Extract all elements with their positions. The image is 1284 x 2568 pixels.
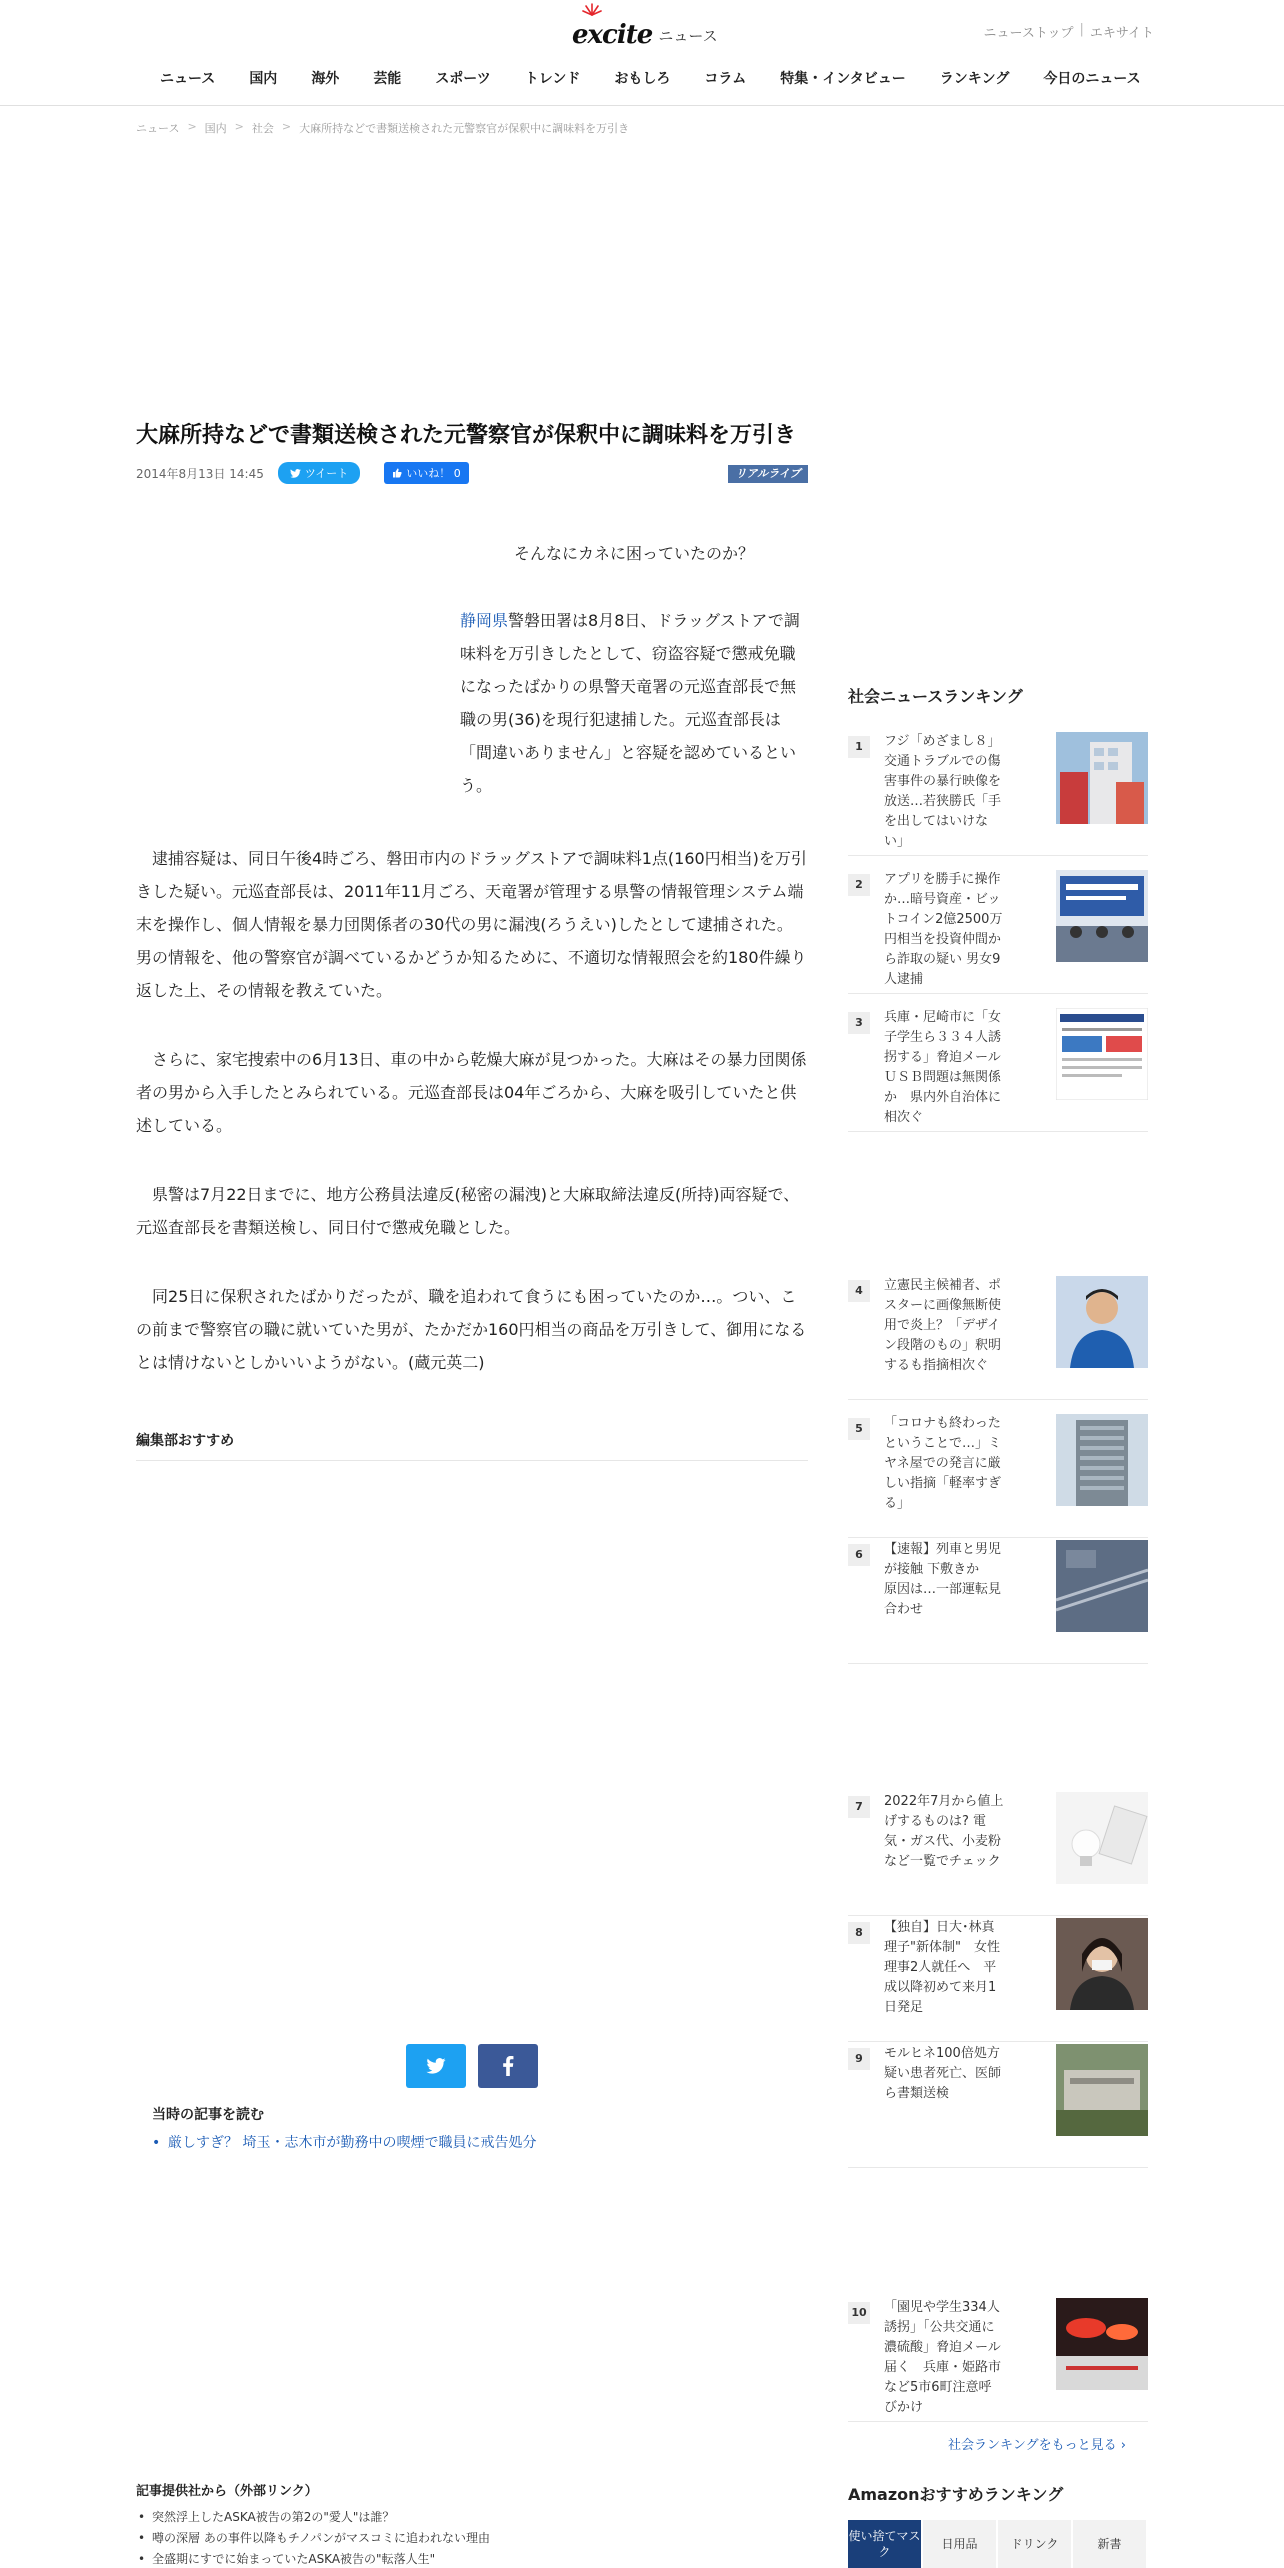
editor-picks: [136, 1430, 808, 1461]
thumbs-up-icon: [392, 468, 402, 478]
amazon-tabs: [848, 2520, 1148, 2568]
rank-headline: 兵庫・尼崎市に「女子学生ら３３４人誘拐する」脅迫メール ＵＳＢ問題は無関係か 県内外自治体に相次ぐ: [884, 1010, 1014, 1125]
provider-item[interactable]: • 全盛期にすでに始まっていたASKA被告の"転落人生": [136, 2549, 808, 2568]
rank-number: 10: [848, 2302, 870, 2324]
twitter-bird-icon: [290, 469, 301, 478]
tab-books[interactable]: 新書: [1073, 2520, 1146, 2568]
global-nav: [160, 68, 1175, 88]
site-header: [0, 0, 1284, 106]
share-facebook-button[interactable]: [478, 2044, 538, 2088]
body-paragraph-2: さらに、家宅捜索中の6月13日、車の中から乾燥大麻が見つかった。大麻はその暴力団関係者の男から入手したとみられている。元巡査部長は04年ごろから、大麻を吸引していたと供述している。: [136, 1050, 807, 1135]
ranking-item[interactable]: [848, 1276, 1148, 1400]
breadcrumb-current: 大麻所持などで書類送検された元警察官が保釈中に調味料を万引き: [299, 122, 630, 135]
lead-text: 警磐田署は8月8日、ドラッグストアで調味料を万引きしたとして、窃盗容疑で懲戒免職になったばかりの県警天竜署の元巡査部長で無職の男(36)を現行犯逮捕した。元巡査部長は「間違いありません」と容疑を認めているという。: [460, 611, 800, 795]
ranking-item[interactable]: [848, 732, 1148, 856]
provider-list: [136, 2507, 808, 2568]
ranking-item[interactable]: [848, 870, 1148, 994]
ranking-item[interactable]: [848, 1008, 1148, 1132]
site-logo[interactable]: [572, 14, 718, 50]
provider-item[interactable]: • 噂の深層 あの事件以降もチノパンがマスコミに追われない理由: [136, 2528, 808, 2549]
police-lights-thumbnail: [1056, 2298, 1148, 2390]
logo-sparkle-icon: [582, 2, 602, 16]
rank-headline: 【速報】列車と男児が接触 下敷きか 原因は…一部運転見合わせ: [884, 1542, 1002, 1617]
rank-number: 7: [848, 1796, 870, 1818]
breadcrumb-society[interactable]: 社会: [251, 122, 274, 135]
share-twitter-button[interactable]: [406, 2044, 466, 2088]
related-title: 当時の記事を読む: [152, 2107, 264, 2123]
nav-overseas[interactable]: 海外: [311, 71, 340, 87]
share-buttons: [406, 2044, 538, 2088]
nav-column[interactable]: コラム: [704, 71, 747, 87]
facebook-icon: [502, 2056, 514, 2076]
article-date: 2014年8月13日 14:45: [136, 466, 264, 481]
rank-number: 2: [848, 874, 870, 896]
nav-sports[interactable]: スポーツ: [435, 71, 491, 87]
like-label: いいね！ 0: [406, 467, 461, 480]
tab-drinks[interactable]: ドリンク: [998, 2520, 1071, 2568]
ranking-title: 社会ニュースランキング: [848, 687, 1023, 706]
nav-trend[interactable]: トレンド: [524, 71, 581, 87]
article-meta: [136, 460, 808, 486]
rank-number: 9: [848, 2048, 870, 2070]
rank-headline: 【独自】日大･林真理子"新体制" 女性理事2人就任へ 平成以降初めて来月1日発足: [884, 1920, 1000, 2015]
related-item[interactable]: • 厳しすぎ？ 埼玉・志木市が勤務中の喫煙で職員に戒告処分: [152, 2132, 792, 2154]
rank-headline: 「園児や学生334人誘拐」「公共交通に濃硫酸」脅迫メール届く 兵庫・姫路市など5市6町注意呼びかけ: [884, 2300, 1002, 2415]
source-logo[interactable]: リアルライブ: [728, 465, 808, 483]
candidate-photo-thumbnail: [1056, 1276, 1148, 1368]
portrait-thumbnail: [1056, 1918, 1148, 2010]
header-links: ニューストップ | エキサイト: [983, 22, 1154, 41]
related-articles: [152, 2104, 792, 2154]
nav-entertainment[interactable]: 芸能: [373, 71, 402, 87]
nav-funny[interactable]: おもしろ: [614, 71, 671, 87]
nav-news[interactable]: ニュース: [160, 71, 216, 87]
rank-headline: 立憲民主候補者、ポスターに画像無断使用で炎上？「デザイン段階のもの」釈明するも指摘相次ぐ: [884, 1278, 1002, 1373]
hospital-thumbnail: [1056, 2044, 1148, 2136]
shizuoka-link[interactable]: 静岡県: [460, 611, 509, 630]
rank-headline: アプリを勝手に操作か…暗号資産・ビットコイン2億2500万円相当を投資仲間から詐取の疑い 男女9人逮捕: [884, 872, 1003, 987]
chevron-right-icon: ›: [1120, 2438, 1126, 2453]
tweet-button[interactable]: [278, 462, 360, 484]
rank-number: 4: [848, 1280, 870, 1302]
rank-headline: 「コロナも終わったということで…」ミヤネ屋での発言に厳しい指摘「軽率すぎる」: [884, 1416, 1002, 1511]
logo-text: excite: [572, 20, 653, 50]
body-paragraph-1: 逮捕容疑は、同日午後4時ごろ、磐田市内のドラッグストアで調味料1点(160円相当)を万引きした疑い。元巡査部長は、2011年11月ごろ、天竜署が管理する県警の情報管理システム端末を操作し、個人情報を暴力団関係者の30代の男に漏洩(ろうえい)したとして逮捕された。男の情報を、他の警察官が調べているかどうか知るために、不適切な情報照会を約180件繰り返した上、その情報を教えていた。: [136, 849, 807, 1000]
ranking-item[interactable]: [848, 1414, 1148, 1538]
body-paragraph-4: 同25日に保釈されたばかりだったが、職を追われて食うにも困っていたのか…。つい、この前まで警察官の職に就いていた男が、たかだか160円相当の商品を万引きして、御用になるとは情けないとしかいいようがない。(蔵元英二): [136, 1287, 807, 1372]
lead-paragraph: [460, 604, 808, 802]
nav-domestic[interactable]: 国内: [249, 71, 278, 87]
facebook-like-button[interactable]: [384, 462, 469, 484]
ranking-item[interactable]: [848, 2298, 1148, 2422]
lightbulb-calculator-thumbnail: [1056, 1792, 1148, 1884]
breadcrumb-news[interactable]: ニュース: [136, 122, 180, 135]
editor-picks-title: 編集部おすすめ: [136, 1433, 235, 1449]
tab-daily-goods[interactable]: 日用品: [923, 2520, 996, 2568]
railway-aerial-thumbnail: [1056, 1540, 1148, 1632]
related-list: [152, 2132, 792, 2154]
article-title: 大麻所持などで書類送検された元警察官が保釈中に調味料を万引き: [136, 423, 797, 448]
article-header: [136, 420, 808, 486]
rank-headline: フジ「めざまし８」交通トラブルでの傷害事件の暴行映像を放送…若狭勝氏「手を出してはいけない」: [884, 734, 1002, 849]
article-lead: [460, 540, 808, 802]
rank-number: 8: [848, 1922, 870, 1944]
ranking-item[interactable]: [848, 1918, 1148, 2042]
lead-question: そんなにカネに困っていたのか？: [513, 544, 754, 563]
provider-links: [136, 2480, 808, 2568]
breadcrumb: ニュース > 国内 > 社会 > 大麻所持などで書類送検された元警察官が保釈中に調味料を万引き: [136, 120, 630, 135]
rank-number: 1: [848, 736, 870, 758]
twitter-bird-icon: [426, 2058, 446, 2074]
body-paragraph-3: 県警は7月22日までに、地方公務員法違反(秘密の漏洩)と大麻取締法違反(所持)両容疑で、元巡査部長を書類送検し、同日付で懲戒免職とした。: [136, 1185, 800, 1237]
news-top-link[interactable]: ニューストップ: [983, 26, 1074, 41]
more-ranking-link[interactable]: 社会ランキングをもっと見る ›: [948, 2438, 1126, 2453]
tab-masks[interactable]: 使い捨てマスク: [848, 2520, 921, 2568]
excite-link[interactable]: エキサイト: [1089, 26, 1154, 41]
ranking-item[interactable]: [848, 1792, 1148, 1916]
tweet-label: ツイート: [304, 467, 349, 480]
provider-item[interactable]: • 突然浮上したASKA被告の第2の"愛人"は誰？: [136, 2507, 808, 2528]
nav-feature[interactable]: 特集・インタビュー: [780, 71, 906, 87]
press-conference-thumbnail: [1056, 870, 1148, 962]
rank-number: 5: [848, 1418, 870, 1440]
breadcrumb-domestic[interactable]: 国内: [204, 122, 227, 135]
provider-title: 記事提供社から（外部リンク）: [136, 2484, 318, 2499]
ranking-item[interactable]: [848, 1540, 1148, 1664]
website-screenshot-thumbnail: [1056, 1008, 1148, 1100]
rank-headline: 2022年7月から値上げするものは? 電気・ガス代、小麦粉など一覧でチェック: [884, 1794, 1004, 1869]
rank-headline: モルヒネ100倍処方疑い患者死亡、医師ら書類送検: [884, 2046, 1002, 2101]
nav-today[interactable]: 今日のニュース: [1043, 71, 1141, 87]
logo-subtitle: ニュース: [658, 27, 718, 45]
building-photo-thumbnail: [1056, 732, 1148, 824]
amazon-ranking-title: Amazonおすすめランキング: [848, 2485, 1064, 2504]
article-body: [136, 842, 808, 1415]
rank-number: 6: [848, 1544, 870, 1566]
rank-number: 3: [848, 1012, 870, 1034]
tv-building-thumbnail: [1056, 1414, 1148, 1506]
ranking-item[interactable]: [848, 2044, 1148, 2168]
nav-ranking[interactable]: ランキング: [939, 71, 1010, 87]
